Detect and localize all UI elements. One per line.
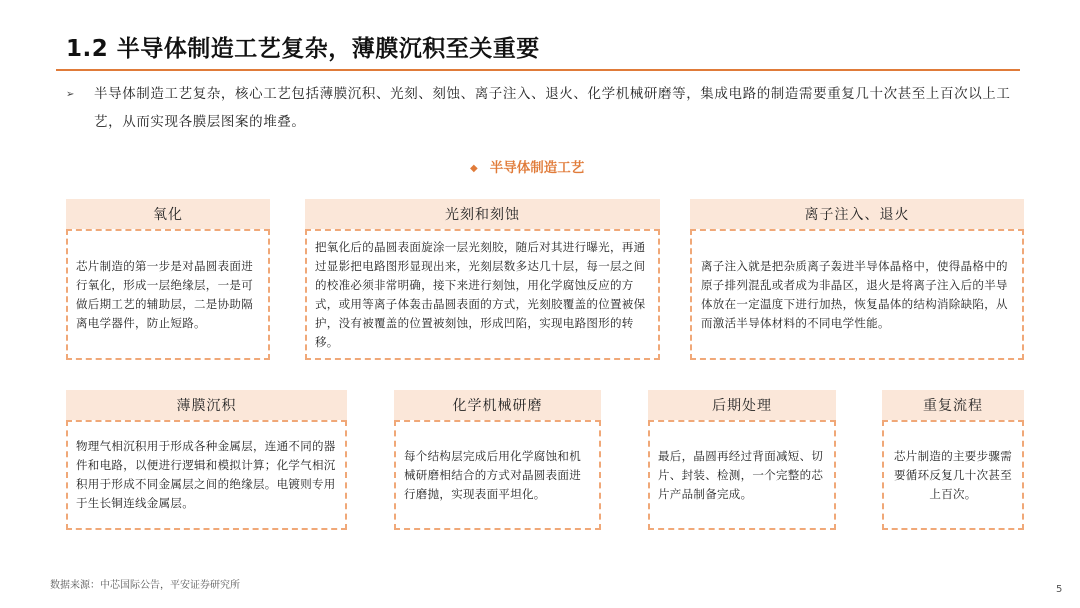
card-post-process-body (648, 420, 836, 530)
intro-paragraph: 半导体制造工艺复杂，核心工艺包括薄膜沉积、光刻、刻蚀、离子注入、退火、化学机械研磨等，集成电路的制造需要重复几十次甚至上百次以上工艺，从而实现各膜层图案的堆叠。 (94, 86, 1011, 130)
card-ion-implant-body (690, 229, 1024, 360)
card-post-process-title: 后期处理 (648, 390, 836, 420)
card-oxidation-text: 芯片制造的第一步是对晶圆表面进行氧化，形成一层绝缘层，一是可做后期工艺的辅助层，二是协助隔离电学器件，防止短路。 (76, 258, 253, 330)
card-thin-film-body (66, 420, 347, 530)
card-ion-implant-text: 离子注入就是把杂质离子轰进半导体晶格中，使得晶格中的原子排列混乱或者成为非晶区，退火是将离子注入后的半导体放在一定温度下进行加热，恢复晶体的结构消除缺陷，从而激活半导体材料的不同电学性能。 (701, 258, 1008, 330)
card-ion-implant-title: 离子注入、退火 (690, 199, 1024, 229)
card-cmp-text: 每个结构层完成后用化学腐蚀和机械研磨相结合的方式对晶圆表面进行磨抛，实现表面平坦化。 (404, 448, 581, 501)
section-heading (470, 156, 584, 176)
diamond-icon: ◆ (470, 163, 478, 174)
page-title: 1.2 半导体制造工艺复杂，薄膜沉积至关重要 (66, 36, 540, 62)
card-repeat-text: 芯片制造的主要步骤需要循环反复几十次甚至上百次。 (894, 448, 1012, 501)
section-heading-label: 半导体制造工艺 (489, 160, 585, 176)
card-thin-film-text: 物理气相沉积用于形成各种金属层，连通不同的器件和电路，以便进行逻辑和模拟计算；化学气相沉积用于形成不同金属层之间的绝缘层。电镀则专用于生长铜连线金属层。 (76, 439, 336, 510)
card-repeat-body (882, 420, 1024, 530)
card-oxidation-body (66, 229, 270, 360)
card-repeat-title: 重复流程 (882, 390, 1024, 420)
title-divider (56, 69, 1020, 71)
card-lithography-text: 把氧化后的晶圆表面旋涂一层光刻胶，随后对其进行曝光，再通过显影把电路图形显现出来，光刻层数多达几十层，每一层之间的校准必须非常明确，接下来进行刻蚀，用化学腐蚀反应的方式，或用等离子体轰击晶圆表面的方式，光刻胶覆盖的位置被保护，没有被覆盖的位置被刻蚀，形成凹陷，实现电路图形的转移。 (315, 239, 646, 349)
bullet-arrow-icon: ➢ (66, 89, 75, 100)
data-source: 数据来源：中芯国际公告，平安证券研究所 (50, 580, 240, 591)
card-thin-film-title: 薄膜沉积 (66, 390, 347, 420)
card-cmp-body (394, 420, 601, 530)
page-number: 5 (1056, 584, 1063, 595)
card-oxidation-title: 氧化 (66, 199, 270, 229)
card-lithography-body (305, 229, 660, 360)
card-post-process-text: 最后，晶圆再经过背面减短、切片、封装、检测，一个完整的芯片产品制备完成。 (658, 448, 824, 501)
card-lithography-title: 光刻和刻蚀 (305, 199, 660, 229)
card-cmp-title: 化学机械研磨 (394, 390, 601, 420)
